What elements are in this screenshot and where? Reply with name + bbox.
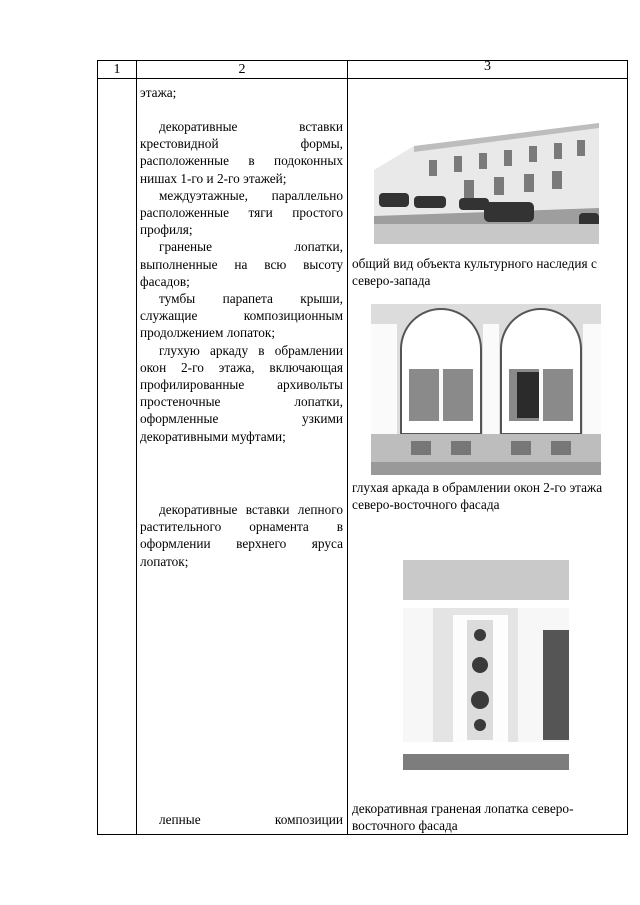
element-list-block-3	[140, 811, 343, 828]
header-col-1: 1	[113, 62, 121, 77]
list-item: декоративные вставки крестовидной формы, расположенные в подоконных нишах 1-го и 2-го этажей;	[140, 119, 343, 186]
element-list	[140, 84, 343, 101]
header-col-2: 2	[238, 62, 246, 77]
arcade-photo	[371, 304, 601, 475]
list-item: глухую аркаду в обрамлении окон 2-го этажа, включающая профилированные архивольты простеночные лопатки, оформленные узкими декоративными муфтами;	[140, 342, 343, 444]
list-item: междуэтажные, параллельно расположенные тяги простого профиля;	[140, 187, 343, 238]
list-item: лепные композиции	[159, 812, 343, 827]
photo-caption: глухая аркада в обрамлении окон 2-го этажа северо-восточного фасада	[352, 480, 603, 513]
element-list-block-2	[140, 501, 343, 570]
header-col-3: 3	[484, 59, 491, 74]
column-divider-2	[347, 60, 348, 835]
photo-caption: декоративная граненая лопатка северо-восточного фасада	[352, 801, 574, 834]
list-item: декоративные вставки лепного растительного орнамента в оформлении верхнего яруса лопаток;	[140, 502, 343, 569]
building-photo	[374, 98, 599, 244]
list-item: граненые лопатки, выполненные на всю высоту фасадов;	[140, 239, 343, 289]
table-header-divider	[97, 78, 628, 79]
column-divider-1	[136, 60, 137, 835]
list-item: тумбы парапета крыши, служащие композиционным продолжением лопаток;	[140, 291, 343, 341]
table-left-border	[97, 60, 98, 835]
element-list-block-1	[140, 118, 343, 445]
pilaster-photo	[403, 560, 569, 770]
table-right-border	[627, 60, 628, 835]
list-item: этажа;	[140, 85, 177, 100]
photo-caption: общий вид объекта культурного наследия с северо-запада	[352, 256, 597, 289]
